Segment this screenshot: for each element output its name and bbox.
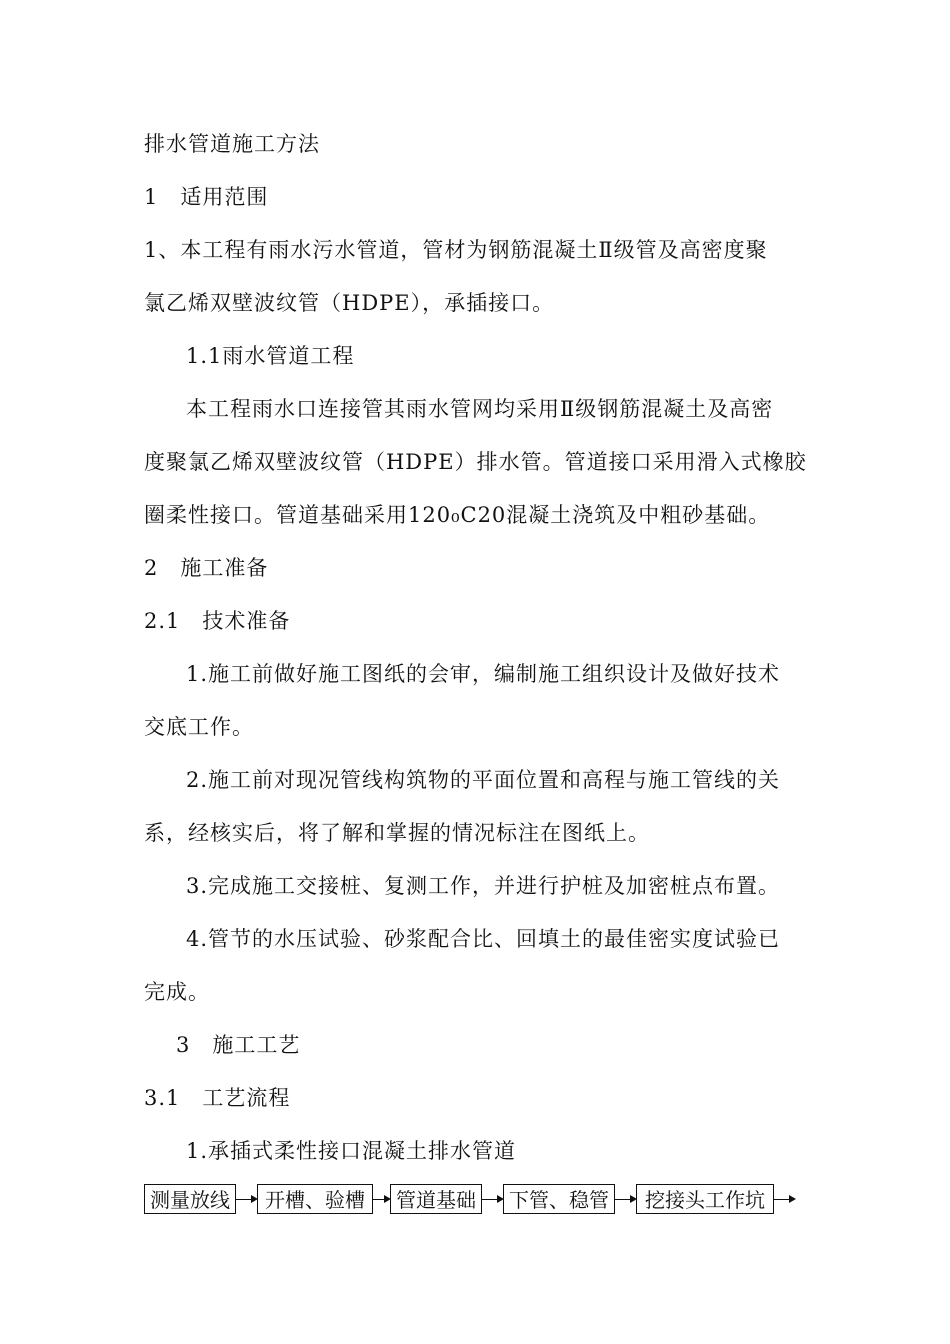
list-item-2-line: 2.施工前对现况管线构筑物的平面位置和高程与施工管线的关 [186, 768, 781, 792]
section-2-heading: 2 施工准备 [144, 556, 269, 580]
list-item-3-line: 3.完成施工交接桩、复测工作，并进行护桩及加密桩点布置。 [186, 874, 781, 898]
flow-arrow [615, 1199, 635, 1200]
document-title: 排水管道施工方法 [144, 132, 320, 156]
section-3-heading: 3 施工工艺 [176, 1033, 301, 1057]
flow-step-box: 挖接头工作坑 [636, 1184, 774, 1214]
flow-step-box: 下管、稳管 [503, 1184, 615, 1214]
subsection-2-1-heading: 2.1 技术准备 [144, 609, 291, 633]
list-item-4-line: 4.管节的水压试验、砂浆配合比、回填土的最佳密实度试验已 [186, 927, 781, 951]
section-1-paragraph-line: 氯乙烯双壁波纹管（HDPE），承插接口。 [144, 291, 555, 315]
flow-step-box: 管道基础 [390, 1184, 482, 1214]
section-1-heading: 1 适用范围 [144, 185, 269, 209]
subsection-3-1-heading: 3.1 工艺流程 [144, 1086, 291, 1110]
flow-step-box: 开槽、验槽 [257, 1184, 373, 1214]
section-1-paragraph-line: 1、本工程有雨水污水管道，管材为钢筋混凝土Ⅱ级管及高密度聚 [144, 238, 768, 262]
subsection-1-1-line: 度聚氯乙烯双壁波纹管（HDPE）排水管。管道接口采用滑入式橡胶 [144, 450, 807, 474]
list-item-4-line: 完成。 [144, 980, 210, 1004]
flow-step-box: 测量放线 [144, 1184, 236, 1214]
flow-title: 1.承插式柔性接口混凝土排水管道 [186, 1139, 517, 1163]
subsection-1-1-line: 本工程雨水口连接管其雨水管网均采用Ⅱ级钢筋混凝土及高密 [186, 397, 774, 421]
subsection-1-1-line: 圈柔性接口。管道基础采用120₀C20混凝土浇筑及中粗砂基础。 [144, 503, 771, 527]
process-flowchart [144, 1184, 804, 1216]
list-item-1-line: 交底工作。 [144, 715, 254, 739]
subsection-1-1-heading: 1.1雨水管道工程 [186, 344, 355, 368]
flow-arrow [236, 1199, 256, 1200]
flow-arrow [373, 1199, 389, 1200]
list-item-2-line: 系，经核实后，将了解和掌握的情况标注在图纸上。 [144, 821, 650, 845]
list-item-1-line: 1.施工前做好施工图纸的会审，编制施工组织设计及做好技术 [186, 662, 781, 686]
flow-arrow [482, 1199, 502, 1200]
flow-arrow [774, 1199, 794, 1200]
